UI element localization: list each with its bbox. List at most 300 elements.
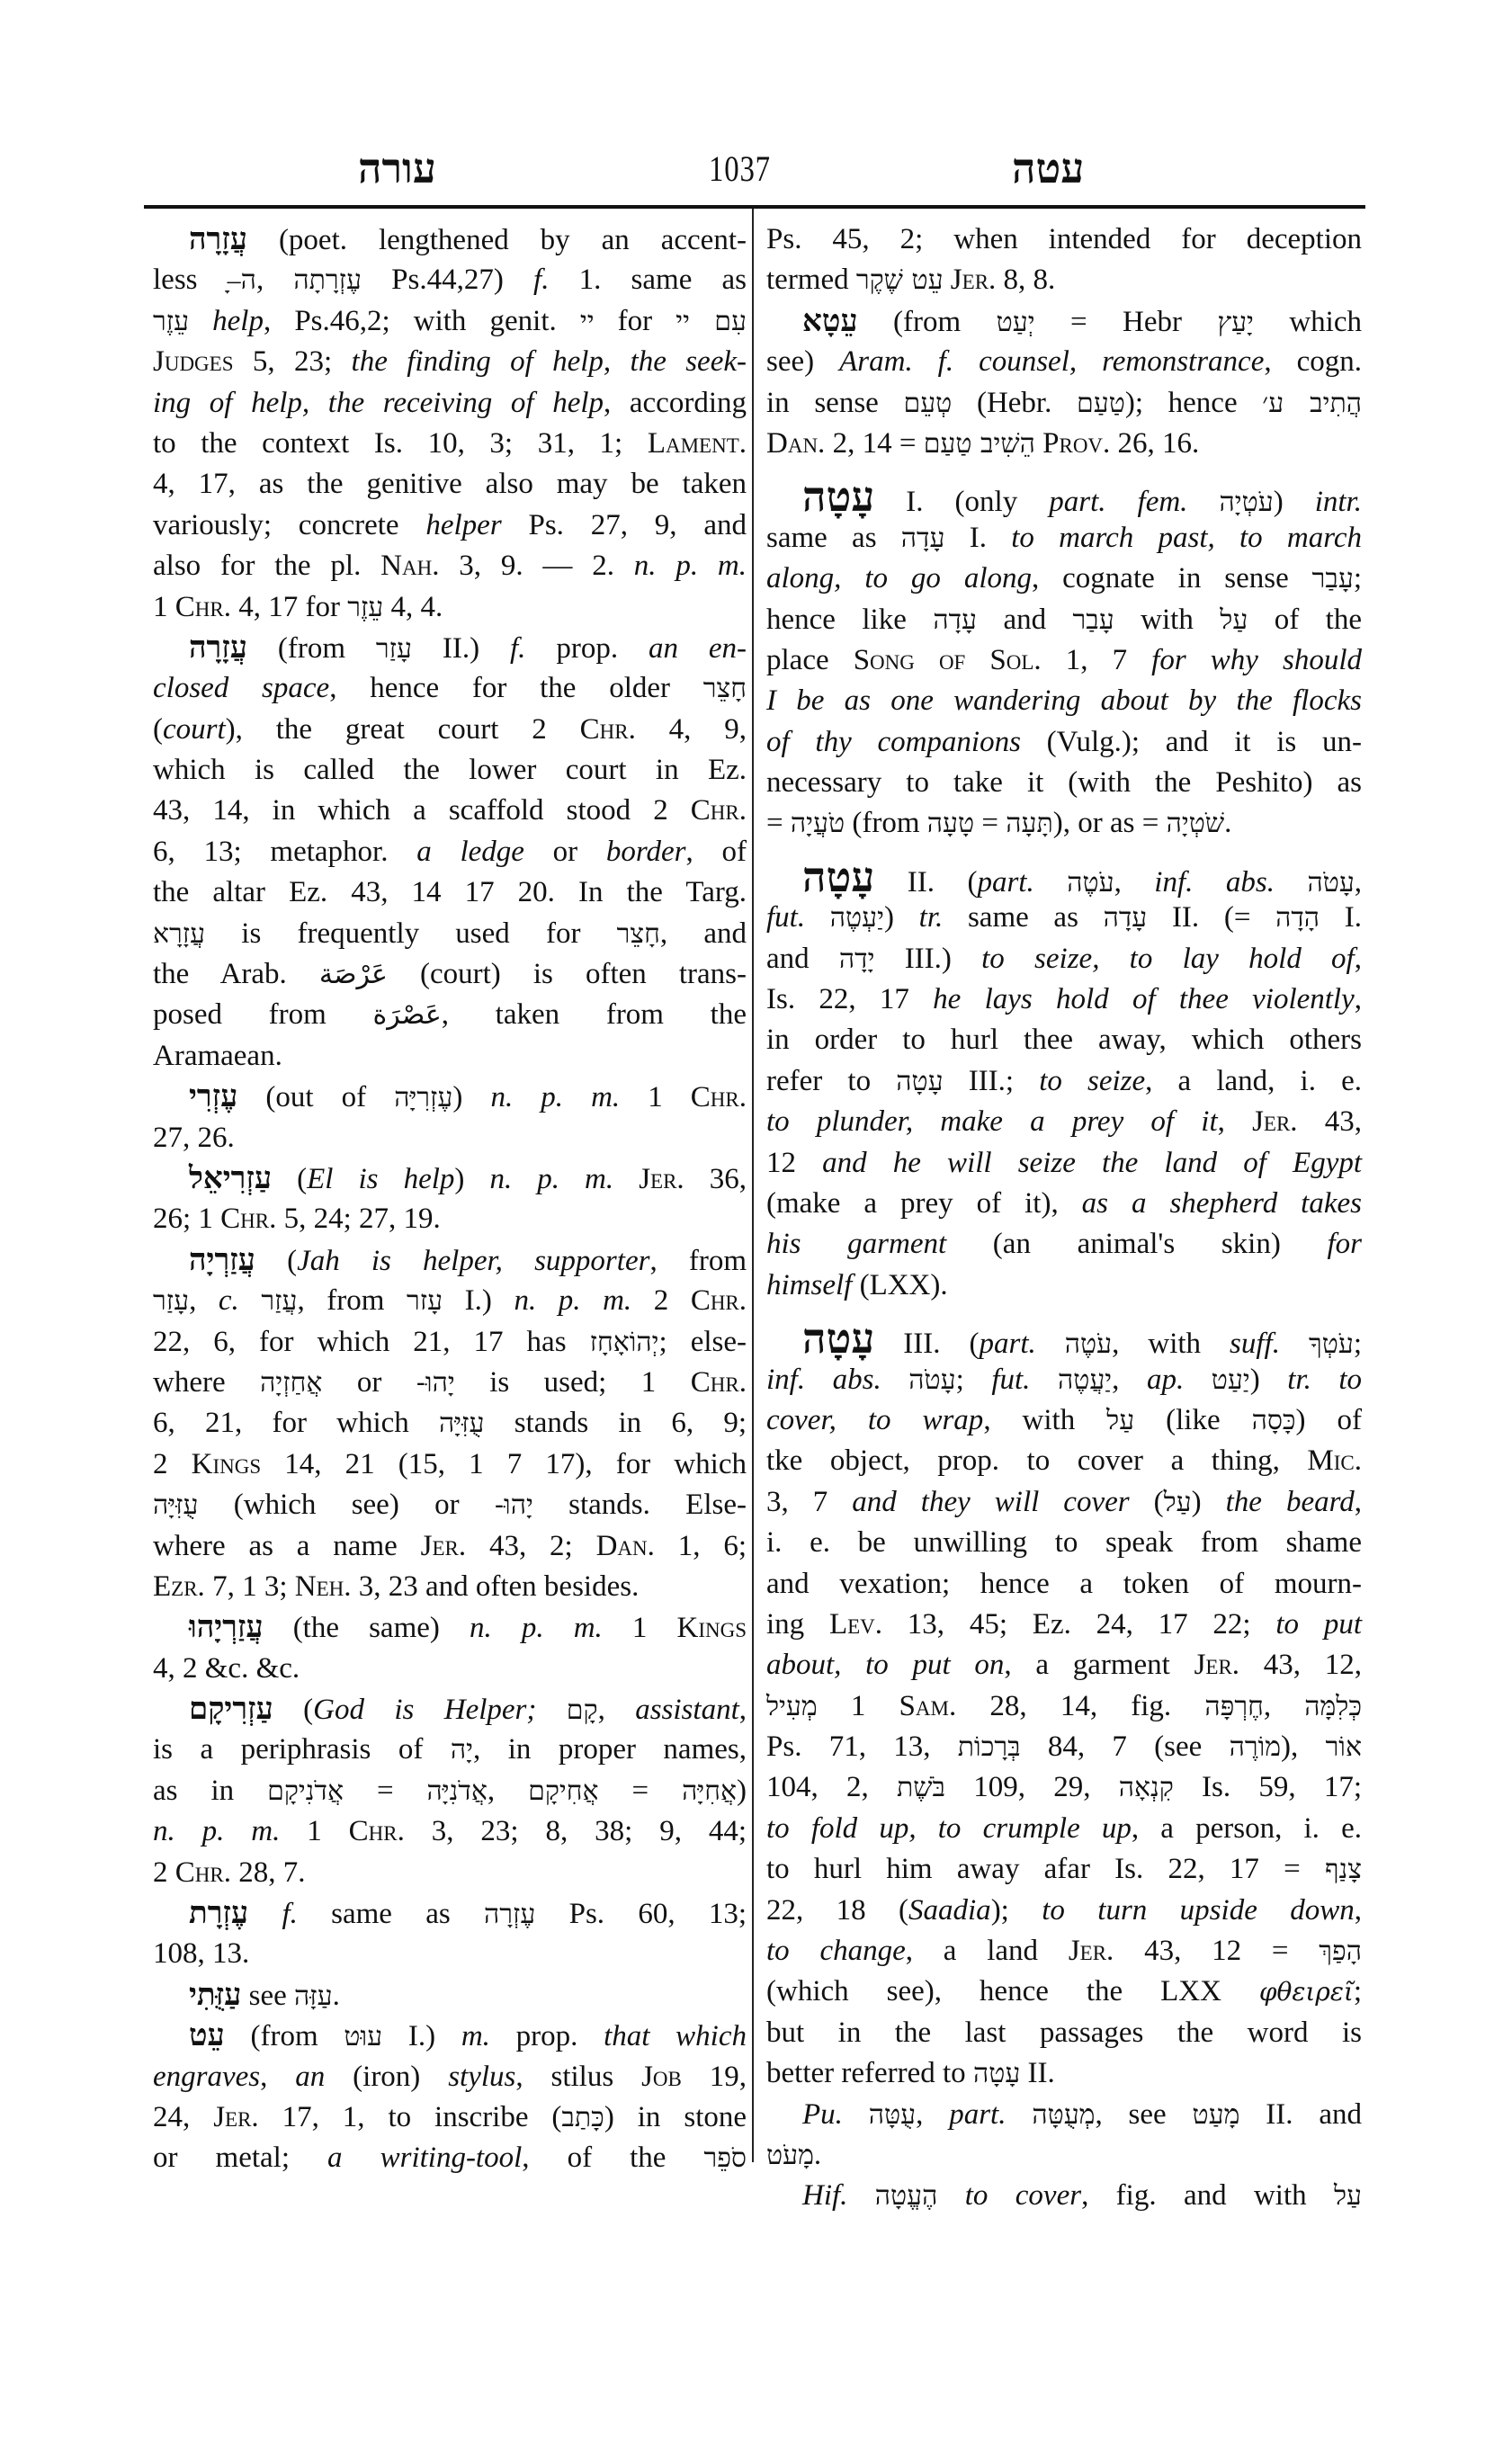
- hebrew-word: אֲחִיָּה: [682, 1775, 737, 1807]
- text-run: , a person, i. e.: [1131, 1811, 1362, 1845]
- text-run: =: [343, 1774, 427, 1807]
- text-line: [153, 1771, 747, 1811]
- small-caps-run: Mic.: [1307, 1444, 1362, 1478]
- text-run: of the: [1248, 603, 1362, 636]
- hebrew-word: עֵט שֶׁקֶר: [855, 264, 944, 297]
- text-run: ,: [1112, 1363, 1147, 1396]
- text-run: is frequently used for: [205, 917, 617, 950]
- headword-root: עָטָה: [802, 472, 875, 522]
- text-run: [881, 1364, 909, 1396]
- italic-run: helper: [425, 508, 502, 541]
- hebrew-word: הָפַךְ: [1319, 1936, 1362, 1968]
- small-caps-run: Jer.: [950, 264, 997, 297]
- text-run: same as: [297, 1898, 484, 1931]
- text-run: 3, 23 and often besides.: [351, 1569, 640, 1603]
- text-run: , cognate in sense: [1032, 562, 1312, 595]
- text-line: [153, 995, 747, 1035]
- small-caps-run: Nah.: [380, 550, 440, 583]
- text-run: (like: [1134, 1403, 1252, 1436]
- headword-root: עָטָה: [802, 852, 875, 901]
- italic-run: to march past, to march: [1011, 521, 1363, 554]
- italic-run: border: [605, 835, 686, 868]
- text-run: ,: [487, 1774, 529, 1807]
- hebrew-word: עָטָה: [896, 1065, 944, 1097]
- small-caps-run: Neh.: [294, 1569, 352, 1603]
- greek-word: φθειρεῖ: [1258, 1977, 1354, 2007]
- italic-run: to seize: [1039, 1064, 1146, 1097]
- text-run: in sense: [766, 386, 904, 419]
- text-line: [153, 2138, 747, 2178]
- text-line: [153, 301, 747, 342]
- text-run: 1. same as: [549, 264, 747, 297]
- italic-run: Jah is helper, supporter: [297, 1244, 650, 1277]
- small-caps-run: Chr.: [690, 1365, 747, 1399]
- italic-run: closed space: [153, 672, 330, 705]
- text-run: 6, 21, for which: [153, 1407, 440, 1440]
- text-run: ,: [1354, 1485, 1362, 1518]
- italic-run: Saadia: [908, 1893, 991, 1927]
- text-line: [766, 383, 1362, 424]
- text-run: II. and: [1239, 2097, 1362, 2131]
- headword: עֵט: [189, 2017, 225, 2054]
- small-caps-run: Chr.: [348, 1815, 405, 1848]
- hebrew-word: ה–ָ: [227, 264, 256, 297]
- text-run: Ps. 71, 13,: [766, 1730, 958, 1764]
- hebrew-word: תָּעָה: [1006, 808, 1053, 840]
- hebrew-word: עָבַר: [1072, 604, 1114, 636]
- italic-run: suff.: [1230, 1328, 1280, 1361]
- hebrew-word: יָה: [450, 1734, 473, 1766]
- hebrew-word: יַעְטֶה: [829, 902, 884, 934]
- text-run: III.): [874, 942, 982, 975]
- hebrew-word: הֵשִׁיב טַעַם: [923, 427, 1035, 460]
- italic-run: himself: [766, 1268, 853, 1301]
- text-run: .: [1224, 807, 1232, 840]
- text-run: 28, 14, fig.: [956, 1689, 1205, 1722]
- text-run: prop.: [489, 2020, 604, 2053]
- text-run: [613, 1163, 639, 1195]
- text-run: , see: [1095, 2097, 1193, 2131]
- italic-run: inf. abs.: [1154, 865, 1275, 899]
- text-line: [153, 914, 747, 954]
- text-run: (poet. lengthened by an accent-: [246, 224, 747, 256]
- hebrew-word: יְעַט: [996, 306, 1035, 338]
- text-run: 2: [153, 1855, 175, 1889]
- text-line: [153, 1567, 747, 1607]
- text-line: [153, 1322, 747, 1363]
- text-run: [1184, 1364, 1212, 1396]
- text-run: ) in stone: [604, 2100, 747, 2133]
- arabic-word: عَصْرَة: [372, 999, 442, 1032]
- text-run: ,: [255, 264, 294, 297]
- text-run: , of the: [522, 2142, 704, 2175]
- italic-run: an: [295, 2060, 326, 2093]
- italic-run: f.: [533, 264, 550, 297]
- text-run: stands. Else-: [532, 1489, 747, 1522]
- text-run: =: [598, 1774, 683, 1807]
- text-line: [766, 1931, 1362, 1972]
- text-line: [766, 939, 1362, 979]
- italic-run: he lays hold of thee violently: [933, 983, 1355, 1016]
- italic-run: inf. abs.: [766, 1363, 881, 1396]
- small-caps-run: Job: [641, 2060, 682, 2093]
- headword: עַזְרִיקָם: [189, 1691, 273, 1728]
- text-line: [766, 1400, 1362, 1441]
- hebrew-word: עַזָּה: [294, 1980, 333, 2012]
- hebrew-word: מָעֹט: [766, 2139, 814, 2171]
- italic-run: n. p. m.: [153, 1815, 281, 1848]
- small-caps-run: Chr.: [174, 1855, 231, 1889]
- text-run: 28, 7.: [230, 1855, 306, 1889]
- text-run: [248, 1898, 282, 1930]
- text-line: [153, 1853, 747, 1893]
- text-run: , a land: [905, 1935, 1069, 1968]
- text-line: [766, 260, 1362, 300]
- hebrew-word: אוֹר: [1325, 1731, 1362, 1764]
- text-run: ), or as =: [1052, 807, 1167, 840]
- text-run: II. (: [874, 865, 978, 899]
- hebrew-word: עָזַר: [375, 632, 412, 665]
- running-head-left-word: עורה: [358, 144, 436, 192]
- text-run: ): [1249, 1363, 1288, 1396]
- text-run: 17, 1, to inscribe (: [258, 2100, 562, 2133]
- small-caps-run: Jer.: [213, 2100, 259, 2133]
- italic-run: intr.: [1314, 486, 1362, 519]
- text-line: [766, 219, 1362, 260]
- text-run: in order to hurl thee away, which others: [766, 1024, 1362, 1057]
- text-line: [153, 546, 747, 586]
- text-run: Ps. 60, 13;: [535, 1898, 747, 1931]
- italic-run: along, to go along: [766, 562, 1032, 595]
- headword-root: עָטָה: [802, 1314, 875, 1364]
- text-line: [766, 1102, 1362, 1142]
- text-run: (Vulg.); and it is un-: [1020, 725, 1362, 758]
- hebrew-word: אֲחַזְיָה: [260, 1366, 323, 1399]
- text-run: 2, 14 =: [825, 426, 924, 460]
- small-caps-run: Lev.: [828, 1607, 883, 1641]
- text-run: II.: [1020, 2057, 1055, 2090]
- text-run: (: [272, 1162, 308, 1195]
- italic-run: an en-: [648, 631, 747, 665]
- text-run: where: [153, 1365, 261, 1399]
- hebrew-word: עֶזְרָתָה: [293, 264, 362, 297]
- text-run: 43, 12,: [1239, 1649, 1362, 1682]
- text-run: [1280, 1328, 1309, 1360]
- text-run: 1: [620, 1081, 691, 1114]
- italic-run: n. p. m.: [489, 1162, 614, 1195]
- italic-run: and they will cover: [852, 1485, 1130, 1518]
- italic-run: m.: [461, 2020, 490, 2053]
- text-run: see: [241, 1979, 295, 2012]
- text-line: [153, 750, 747, 791]
- small-caps-run: Lament.: [647, 426, 747, 460]
- text-run: 43, 14, in which a scaffold stood 2: [153, 794, 691, 827]
- text-run: prop.: [525, 631, 649, 665]
- small-caps-run: Chr.: [690, 1081, 747, 1114]
- text-line: [766, 1564, 1362, 1605]
- text-run: III. (: [874, 1328, 980, 1361]
- text-line: [766, 600, 1362, 640]
- text-run: , a land, i. e.: [1145, 1064, 1362, 1097]
- headword: עֲזַרְיָהוּ: [189, 1609, 264, 1646]
- small-caps-run: Jer.: [1068, 1935, 1114, 1968]
- text-line: [153, 383, 747, 424]
- text-line: [153, 1811, 747, 1852]
- text-line: [153, 1118, 747, 1158]
- italic-run: to cover: [964, 2179, 1082, 2213]
- text-run: 1: [817, 1689, 899, 1722]
- italic-run: Hif.: [802, 2179, 848, 2213]
- small-caps-run: Prov.: [1042, 426, 1111, 460]
- text-run: (: [1129, 1485, 1164, 1518]
- hebrew-word: אֲחִיקָם: [528, 1775, 599, 1807]
- text-line: [766, 1767, 1362, 1808]
- text-line: [153, 1363, 747, 1403]
- running-head-right-word: עטה: [1012, 144, 1085, 192]
- italic-run: ing of help, the receiving of help: [153, 386, 604, 419]
- hebrew-word: קָם: [566, 1694, 598, 1727]
- text-run: 1, 6;: [654, 1529, 747, 1562]
- text-run: [1030, 1364, 1058, 1396]
- text-run: =: [974, 807, 1007, 840]
- hebrew-word: עֻטָּה: [868, 2098, 917, 2131]
- hebrew-word: עַל: [1220, 604, 1248, 636]
- text-run: II. (=: [1147, 901, 1276, 934]
- text-line: [766, 1686, 1362, 1727]
- text-line: [766, 1224, 1362, 1265]
- text-line: [766, 1441, 1362, 1481]
- text-line: [153, 1158, 747, 1199]
- text-run: (from: [857, 305, 997, 338]
- text-run: (Hebr.: [952, 386, 1078, 419]
- text-run: 1, 7: [1041, 643, 1152, 676]
- text-run: [239, 1284, 262, 1317]
- text-run: , with: [1112, 1328, 1230, 1361]
- text-run: 13, 45; Ez. 24, 17 22;: [882, 1607, 1276, 1641]
- text-run: ;: [1353, 562, 1362, 595]
- small-caps-run: Kings: [676, 1612, 747, 1645]
- text-run: 24,: [153, 2100, 214, 2133]
- text-line: [153, 424, 747, 464]
- small-caps-run: Dan.: [595, 1529, 655, 1562]
- text-line: [153, 628, 747, 668]
- text-run: 7, 1 3;: [204, 1569, 295, 1603]
- text-run: , according: [604, 386, 747, 419]
- text-line: [766, 852, 1363, 901]
- text-run: 26, 16.: [1110, 426, 1200, 460]
- italic-run: c.: [218, 1284, 239, 1318]
- italic-run: n. p. m.: [633, 550, 747, 583]
- hebrew-word: עַל: [1106, 1404, 1135, 1436]
- small-caps-run: Chr.: [690, 1284, 747, 1318]
- hebrew-word: בֹּשֶׁת: [896, 1772, 945, 1804]
- text-run: 5, 23;: [233, 345, 352, 379]
- italic-run: his garment: [766, 1228, 947, 1261]
- text-run: ,: [1114, 865, 1155, 899]
- hebrew-word: עָזַר: [153, 1285, 190, 1318]
- hebrew-word: מוֹרֶה: [1229, 1731, 1282, 1764]
- italic-run: fut.: [766, 901, 806, 934]
- text-run: 22, 18 (: [766, 1893, 909, 1927]
- hebrew-word: חָצֵר: [616, 917, 660, 950]
- text-run: [1275, 866, 1307, 899]
- hebrew-word: עֵזֶר: [347, 591, 384, 623]
- text-run: .: [813, 2138, 822, 2171]
- text-run: I.): [382, 2020, 461, 2053]
- hebrew-word: טָעָה: [926, 808, 975, 840]
- text-run: better referred to: [766, 2057, 973, 2090]
- hebrew-word: עֲזַר: [261, 1285, 298, 1318]
- text-line: [766, 518, 1362, 559]
- text-run: III.;: [943, 1064, 1040, 1097]
- text-line: [766, 640, 1362, 681]
- hebrew-word: טַעַם: [1077, 387, 1125, 419]
- hebrew-word: יְהוֹאָחָז: [589, 1326, 659, 1358]
- text-line: [153, 1607, 747, 1648]
- text-run: to hurl him away afar Is. 22, 17 =: [766, 1853, 1325, 1886]
- text-line: [766, 1849, 1362, 1890]
- text-line: [766, 1143, 1362, 1184]
- hebrew-word: מָעַט: [1192, 2098, 1240, 2131]
- text-line: [153, 954, 747, 995]
- hebrew-word: עַל: [1333, 2180, 1362, 2213]
- text-run: but in the last passages the word is: [766, 2016, 1362, 2049]
- small-caps-run: Jer.: [1252, 1105, 1298, 1139]
- italic-run: n. p. m.: [514, 1284, 632, 1318]
- text-line: [153, 1975, 747, 2016]
- text-line: [766, 301, 1362, 342]
- text-run: 109, 29,: [944, 1771, 1119, 1804]
- text-run: is a periphrasis of: [153, 1733, 451, 1766]
- text-run: Ps. 27, 9, and: [501, 508, 747, 541]
- italic-run: to change: [766, 1935, 906, 1968]
- text-run: ing: [766, 1607, 829, 1641]
- text-run: or: [523, 835, 606, 868]
- italic-run: part.: [979, 1328, 1036, 1361]
- text-run: 12: [766, 1146, 823, 1179]
- text-run: (from: [845, 807, 927, 840]
- text-run: (make a prey of it),: [766, 1186, 1082, 1220]
- text-run: 84, 7 (see: [1020, 1730, 1230, 1764]
- hebrew-word: בְּרָכוֹת: [957, 1731, 1021, 1764]
- hebrew-word: הֶעֱטָה: [874, 2180, 938, 2213]
- hebrew-word: יַעַט: [1211, 1364, 1250, 1396]
- text-run: I.: [1320, 901, 1362, 934]
- hebrew-word: עֻזִּיָּה: [153, 1489, 199, 1522]
- italic-run: help: [189, 304, 264, 337]
- text-line: [766, 722, 1362, 763]
- text-run: and vexation; hence a token of mourn-: [766, 1567, 1362, 1600]
- hebrew-word: עָדָה: [933, 604, 977, 636]
- italic-run: and he will seize the land of Egypt: [822, 1146, 1363, 1179]
- italic-run: as a shepherd takes: [1081, 1186, 1362, 1220]
- text-run: with: [1114, 603, 1221, 636]
- text-run: [1006, 2098, 1032, 2131]
- text-line: [153, 832, 747, 872]
- text-run: , cogn.: [1264, 345, 1362, 379]
- arabic-word: عَرْصَة: [318, 959, 388, 991]
- text-run: (: [273, 1694, 314, 1727]
- headword: עַזֻּתִי: [189, 1976, 242, 2013]
- text-run: ,: [1354, 865, 1363, 899]
- text-run: [843, 2098, 869, 2131]
- hebrew-word: עֵזֶר: [153, 305, 190, 337]
- text-line: [766, 2053, 1362, 2094]
- text-run: 26; 1: [153, 1203, 221, 1236]
- text-run: ): [1191, 1485, 1226, 1518]
- hebrew-word: אֲדֹנִיָּה: [426, 1775, 488, 1807]
- hebrew-word: כְּלִמָּה: [1304, 1690, 1363, 1722]
- text-run: =: [766, 807, 791, 840]
- text-line: [153, 1934, 747, 1974]
- text-run: 4, 17 for: [230, 590, 348, 623]
- text-line: [766, 898, 1362, 938]
- italic-run: f.: [282, 1898, 298, 1931]
- text-run: (which see) or: [198, 1489, 495, 1522]
- text-line: [766, 2095, 1362, 2135]
- text-run: II.): [412, 631, 511, 665]
- text-run: , from: [649, 1244, 747, 1277]
- italic-run: part.: [949, 2097, 1007, 2131]
- text-line: [153, 464, 747, 505]
- text-run: 1: [153, 590, 175, 623]
- hebrew-word: עָדָה: [900, 522, 945, 554]
- text-run: hence like: [766, 603, 934, 636]
- text-run: (which see), hence the LXX: [766, 1975, 1259, 2008]
- text-run: ,: [1217, 1105, 1253, 1139]
- text-run: termed: [766, 264, 856, 297]
- text-run: 1: [280, 1815, 349, 1848]
- hebrew-word: טְעֵם: [903, 387, 953, 419]
- text-run: 108, 13.: [153, 1937, 250, 1971]
- text-run: Aramaean.: [153, 1039, 282, 1072]
- text-line: [766, 1184, 1362, 1224]
- text-line: [153, 710, 747, 750]
- text-run: or: [322, 1365, 416, 1399]
- text-run: ,: [738, 1694, 747, 1727]
- text-run: , stilus: [515, 2060, 642, 2093]
- hebrew-word: אֲדֹנִיקָם: [267, 1775, 344, 1807]
- text-line: [153, 872, 747, 913]
- text-run: is used; 1: [454, 1365, 691, 1399]
- small-caps-run: Chr.: [174, 590, 231, 623]
- text-run: place: [766, 643, 854, 676]
- italic-run: n. p. m.: [470, 1612, 603, 1645]
- text-line: [153, 1403, 747, 1444]
- text-line: [766, 1809, 1362, 1849]
- text-run: [847, 2179, 874, 2212]
- text-line: [153, 260, 747, 300]
- page-number: 1037: [709, 148, 771, 189]
- text-run: necessary to take it (with the Peshito) as: [766, 766, 1362, 800]
- hebrew-word: עִם יי: [675, 305, 747, 337]
- italic-run: tr. to: [1287, 1363, 1363, 1396]
- hebrew-word: עָדָה: [1103, 902, 1148, 934]
- text-run: 43, 2;: [466, 1529, 596, 1562]
- text-run: ,: [1354, 942, 1362, 975]
- text-line: [766, 1020, 1362, 1060]
- text-run: (from: [246, 631, 376, 665]
- text-run: 22, 6, for which 21, 17 has: [153, 1325, 590, 1358]
- hebrew-word: הֲתִיב ע׳: [1262, 387, 1362, 419]
- text-run: posed from: [153, 998, 373, 1032]
- text-line: [153, 219, 747, 260]
- text-line: [766, 559, 1362, 599]
- hebrew-word: יָדָה: [838, 943, 875, 975]
- hebrew-word: מְעִיל: [766, 1690, 818, 1722]
- text-line: [153, 1281, 747, 1321]
- italic-run: the beard: [1225, 1485, 1355, 1518]
